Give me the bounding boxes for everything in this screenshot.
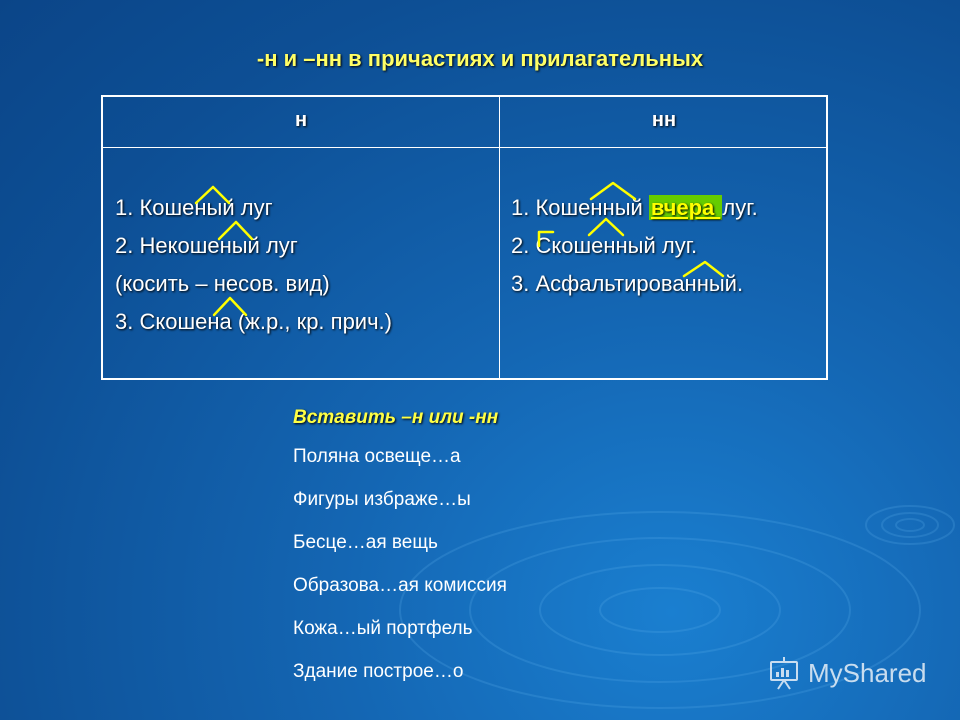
slide-title: -н и –нн в причастиях и прилагательных bbox=[256, 46, 704, 71]
exercise-item: Образова…ая комиссия bbox=[293, 575, 507, 596]
exercise-item: Кожа…ый портфель bbox=[293, 618, 473, 639]
right-line-3: 3. Асфальтированный. bbox=[511, 271, 744, 296]
left-cell bbox=[115, 189, 392, 341]
exercise-item: Поляна освеще…а bbox=[293, 446, 461, 467]
watermark-text: MyShared bbox=[808, 657, 927, 688]
exercise-item: Фигуры избраже…ы bbox=[293, 489, 471, 510]
left-line-3: (косить – несов. вид) bbox=[115, 271, 330, 296]
exercise-item: Бесце…ая вещь bbox=[293, 532, 438, 553]
watermark bbox=[768, 656, 927, 690]
left-line-2: 2. Некошеный луг bbox=[115, 233, 298, 258]
right-line-1 bbox=[511, 189, 758, 227]
column-header-nn: нн bbox=[651, 109, 677, 131]
right-line-2: 2. Скошенный луг. bbox=[511, 233, 698, 258]
left-line-1: 1. Кошеный луг bbox=[115, 195, 273, 220]
column-divider bbox=[499, 97, 500, 378]
right-line-1-start: 1. Кошенный bbox=[511, 195, 649, 220]
right-cell bbox=[511, 189, 758, 303]
rules-table bbox=[101, 95, 828, 380]
presentation-board-icon bbox=[768, 656, 800, 690]
column-header-n: н bbox=[294, 109, 308, 131]
exercise-block bbox=[293, 405, 507, 693]
right-line-1-end: луг. bbox=[722, 195, 758, 220]
exercise-heading: Вставить –н или -нн bbox=[293, 407, 499, 428]
left-line-4: 3. Скошена (ж.р., кр. прич.) bbox=[115, 309, 392, 334]
highlighted-word: вчера bbox=[650, 195, 721, 220]
header-divider bbox=[103, 147, 826, 148]
exercise-item: Здание построе…о bbox=[293, 661, 464, 682]
